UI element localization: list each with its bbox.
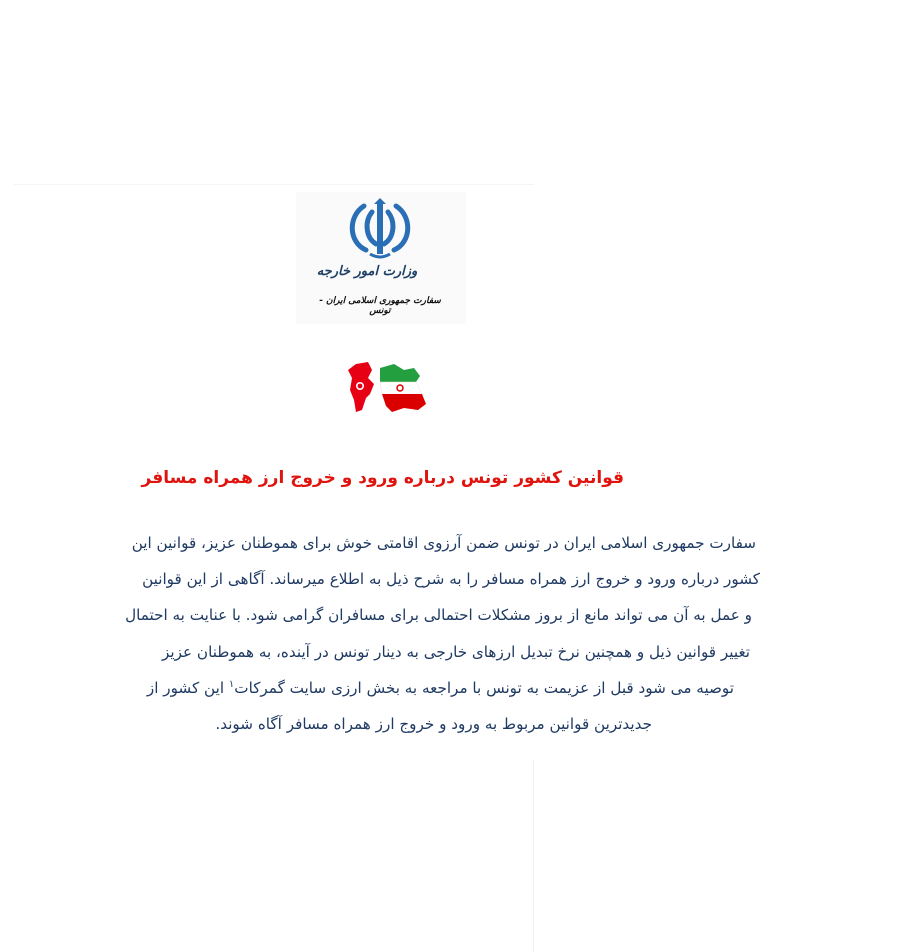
body-line: کشور درباره ورود و خروج ارز همراه مسافر را به شرح ذیل به اطلاع میرساند. آگاهی از این قوانین <box>142 570 760 589</box>
footnote-marker[interactable]: ۱ <box>228 678 235 690</box>
ministry-name: وزارت امور خارجه <box>316 264 418 279</box>
body-line: تغییر قوانین ذیل و همچنین نرخ تبدیل ارزهای خارجی به دینار تونس در آینده، به هموطنان عزیز <box>162 642 750 661</box>
body-line <box>0 673 760 709</box>
embassy-name: سفارت جمهوری اسلامی ایران - تونس <box>319 296 441 316</box>
document-body <box>0 528 760 745</box>
body-line: سفارت جمهوری اسلامی ایران در تونس ضمن آرزوی اقامتی خوش برای هموطنان عزیز، قوانین این <box>131 534 756 552</box>
body-line: جدیدترین قوانین مربوط به ورود و خروج ارز همراه مسافر آگاه شوند. <box>215 714 652 733</box>
faint-divider <box>533 760 534 952</box>
ministry-logo <box>296 192 466 324</box>
body-line-text: این کشور از <box>146 678 225 697</box>
flags-map-icon <box>342 360 430 416</box>
iran-emblem-icon <box>344 198 416 262</box>
faint-separator <box>14 184 534 185</box>
body-line-text: توصیه می شود قبل از عزیمت به تونس با مراجعه به بخش ارزی سایت گمرکات <box>234 678 734 697</box>
body-line: و عمل به آن می تواند مانع از بروز مشکلات احتمالی برای مسافران گرامی شود. با عنایت به احتمال <box>125 606 752 625</box>
document-title: قوانین کشور تونس درباره ورود و خروج ارز همراه مسافر <box>141 468 624 488</box>
